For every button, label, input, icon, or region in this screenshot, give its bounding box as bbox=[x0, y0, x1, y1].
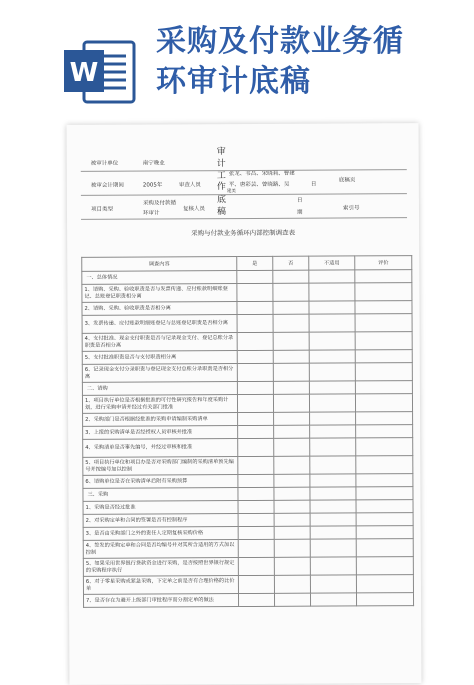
table-row bbox=[83, 557, 413, 577]
paper-char-2: 稿 bbox=[216, 207, 227, 218]
yes-cell bbox=[238, 526, 274, 539]
row-content-cell: 3、发票传递、应付账款明细账登记与总账登记职责是否相分离 bbox=[82, 315, 237, 334]
yes-cell bbox=[238, 474, 274, 487]
table-row bbox=[82, 394, 412, 414]
audit-char-1: 审 bbox=[216, 147, 226, 158]
evaluation-cell bbox=[356, 425, 413, 438]
row-content-cell: 3、上报的采购清单是否经授权人员审核并批准 bbox=[83, 426, 238, 440]
table-row bbox=[83, 593, 413, 608]
type-value-1: 采购及付款循 bbox=[142, 200, 176, 207]
table-row bbox=[83, 438, 413, 458]
document-info-block bbox=[67, 123, 420, 225]
no-cell bbox=[273, 270, 309, 283]
row-content-cell: 4、支付批准、现金支付职责是否与记录现金支付、登记总账分录职责是否相分离 bbox=[82, 333, 237, 352]
na-cell bbox=[310, 513, 356, 526]
evaluation-cell bbox=[355, 283, 412, 301]
no-cell bbox=[273, 301, 309, 314]
yes-cell bbox=[238, 438, 274, 456]
row-content-cell: 7、是否存在为避开上级部门审批程序而分割定单的做法 bbox=[83, 594, 238, 608]
type-value-2: 环审计 bbox=[142, 210, 160, 217]
evaluation-cell bbox=[355, 381, 412, 394]
yes-cell bbox=[238, 456, 274, 474]
evaluation-cell bbox=[356, 500, 413, 513]
evaluation-cell bbox=[355, 314, 412, 332]
na-cell bbox=[309, 283, 355, 301]
yes-cell bbox=[237, 381, 273, 394]
evaluation-cell bbox=[356, 456, 413, 474]
row-content-cell: 2、对采购定单和合同的签署是否有控制程序 bbox=[83, 514, 238, 528]
yes-cell bbox=[238, 425, 274, 438]
evaluation-cell bbox=[355, 350, 412, 363]
no-cell bbox=[274, 557, 310, 575]
header-yes: 是 bbox=[237, 256, 273, 270]
table-body bbox=[82, 270, 414, 608]
yes-cell bbox=[237, 270, 273, 283]
word-icon-letter: W bbox=[69, 58, 99, 88]
yes-cell bbox=[237, 301, 273, 314]
yes-cell bbox=[237, 394, 273, 412]
header-content: 调查内容 bbox=[82, 257, 237, 272]
control-survey-table bbox=[81, 255, 414, 608]
no-cell bbox=[274, 526, 310, 539]
yes-cell bbox=[237, 332, 273, 350]
na-cell bbox=[310, 575, 356, 593]
na-cell bbox=[310, 487, 356, 500]
table-row bbox=[83, 456, 413, 476]
no-cell bbox=[274, 425, 310, 438]
yes-cell bbox=[238, 513, 274, 526]
row-content-cell: 3、是否由采购部门之外的责任人定期复核采购价格 bbox=[83, 527, 238, 541]
table-row bbox=[83, 575, 413, 595]
na-cell bbox=[310, 500, 356, 513]
title-line-1: 采购及付款业务循 bbox=[156, 24, 404, 59]
no-cell bbox=[273, 381, 309, 394]
na-cell bbox=[309, 332, 355, 350]
date-label: 日 bbox=[310, 181, 317, 188]
document-page bbox=[67, 123, 422, 685]
date2-label-2: 期 bbox=[296, 209, 303, 216]
evaluation-cell bbox=[356, 557, 413, 575]
audit-char-3: 工 bbox=[216, 171, 226, 182]
yes-cell bbox=[237, 350, 273, 363]
na-cell bbox=[310, 593, 356, 606]
no-cell bbox=[273, 332, 309, 350]
evaluation-cell bbox=[355, 363, 412, 381]
yes-cell bbox=[238, 487, 274, 500]
table-row bbox=[83, 539, 413, 559]
no-cell bbox=[273, 394, 309, 412]
no-cell bbox=[274, 438, 310, 456]
evaluation-cell bbox=[355, 394, 412, 412]
header-no: 否 bbox=[273, 256, 309, 270]
table-row bbox=[82, 314, 412, 334]
type-label: 项目类型 bbox=[90, 206, 114, 213]
audited-unit-label: 被审计单位 bbox=[90, 160, 119, 167]
na-cell bbox=[310, 456, 356, 474]
no-cell bbox=[273, 350, 309, 363]
info-divider bbox=[81, 217, 407, 220]
page-title bbox=[156, 22, 456, 102]
row-content-cell: 5、项目执行单位和项目办是否对采购部门编制的采购清单预先编号并按编号加以控制 bbox=[83, 457, 238, 476]
index-label: 底稿页 bbox=[338, 177, 356, 184]
na-cell bbox=[309, 270, 355, 283]
na-cell bbox=[309, 350, 355, 363]
yes-cell bbox=[238, 412, 274, 425]
audit-char-2: 计 bbox=[216, 159, 226, 170]
row-content-cell: 二、请购 bbox=[82, 382, 237, 396]
na-cell bbox=[310, 438, 356, 456]
evaluation-cell bbox=[356, 438, 413, 456]
evaluation-cell bbox=[355, 270, 412, 283]
yes-cell bbox=[238, 593, 274, 606]
yes-cell bbox=[237, 314, 273, 332]
audit-char-4: 作 bbox=[216, 182, 226, 193]
period-value: 2005年 bbox=[142, 182, 163, 189]
header-banner bbox=[0, 0, 474, 120]
na-cell bbox=[310, 526, 356, 539]
no-cell bbox=[273, 283, 309, 301]
header-evaluation: 评价 bbox=[355, 256, 412, 270]
row-content-cell: 2、采购部门是否根据经批准的采购申请编制采购清单 bbox=[83, 413, 238, 427]
reviewer-label: 复核人员 bbox=[182, 206, 206, 213]
row-content-cell: 5、如果采用世界银行贷款资金进行采购，是否按照世界银行规定的采购程序执行 bbox=[83, 558, 238, 577]
sign-label: 建美 bbox=[226, 189, 236, 195]
yes-cell bbox=[237, 283, 273, 301]
period-label: 被审会计期间 bbox=[90, 182, 124, 189]
row-content-cell: 三、采购 bbox=[83, 488, 238, 502]
evaluation-cell bbox=[356, 539, 413, 557]
no-cell bbox=[273, 314, 309, 332]
na-cell bbox=[310, 425, 356, 438]
no-cell bbox=[274, 456, 310, 474]
table-title: 采购与付款业务循环内部控制调查表 bbox=[191, 228, 296, 238]
no-cell bbox=[273, 363, 309, 381]
auditors-line-1: 张龙、韦昌、宋晓莉、曹建 bbox=[228, 170, 295, 178]
no-cell bbox=[274, 487, 310, 500]
evaluation-cell bbox=[356, 575, 413, 593]
row-content-cell: 4、采购清单是否事先编号，并经过审核和批准 bbox=[83, 439, 238, 458]
row-content-cell: 1、采购是否经过批准 bbox=[83, 501, 238, 515]
header-na: 不适用 bbox=[309, 256, 355, 270]
title-line-2: 环审计底稿 bbox=[156, 64, 311, 99]
auditors-line-2: 平、唐彩芸、曾晓路、吴 bbox=[228, 181, 290, 189]
evaluation-cell bbox=[356, 487, 413, 500]
no-cell bbox=[274, 474, 310, 487]
row-content-cell: 2、请购、采购、验收职责是否相分离 bbox=[82, 302, 237, 316]
date2-label: 日 bbox=[296, 197, 303, 204]
audited-unit-value: 南宁晚业 bbox=[142, 160, 165, 167]
na-cell bbox=[310, 412, 356, 425]
info-divider bbox=[81, 193, 407, 196]
na-cell bbox=[310, 539, 356, 557]
row-content-cell: 一、总体情况 bbox=[82, 271, 237, 285]
evaluation-cell bbox=[355, 332, 412, 350]
no-cell bbox=[274, 593, 310, 606]
no-cell bbox=[274, 500, 310, 513]
evaluation-cell bbox=[356, 412, 413, 425]
yes-cell bbox=[238, 500, 274, 513]
na-cell bbox=[310, 474, 356, 487]
evaluation-cell bbox=[355, 301, 412, 314]
row-content-cell: 5、支付批准职责是否与支付职责相分离 bbox=[82, 351, 237, 365]
yes-cell bbox=[238, 557, 274, 575]
word-document-icon bbox=[64, 34, 138, 108]
row-content-cell: 4、签发的采购定单和合同是否均编号并对其所含适用的方式加以控制 bbox=[83, 540, 238, 559]
table-row bbox=[82, 332, 412, 352]
paper-char-1: 底 bbox=[216, 195, 226, 206]
row-content-cell: 6、请购单位是否在采购清单后附有采购预算 bbox=[83, 475, 238, 489]
row-content-cell: 6、记录现金支付分录职责与登记现金支付总账分录职责是否相分离 bbox=[82, 364, 237, 383]
na-cell bbox=[309, 314, 355, 332]
auditor-label: 审查人员 bbox=[178, 182, 201, 189]
yes-cell bbox=[238, 539, 274, 557]
evaluation-cell bbox=[356, 593, 413, 606]
table-row bbox=[82, 363, 412, 383]
table-row bbox=[82, 283, 412, 303]
na-cell bbox=[310, 557, 356, 575]
no-cell bbox=[274, 412, 310, 425]
no-cell bbox=[274, 539, 310, 557]
na-cell bbox=[309, 301, 355, 314]
evaluation-cell bbox=[356, 474, 413, 487]
yes-cell bbox=[237, 363, 273, 381]
yes-cell bbox=[238, 575, 274, 593]
no-cell bbox=[274, 575, 310, 593]
no-cell bbox=[274, 513, 310, 526]
evaluation-cell bbox=[356, 526, 413, 539]
evaluation-cell bbox=[356, 513, 413, 526]
na-cell bbox=[309, 394, 355, 412]
row-content-cell: 1、请购、采购、验收职责是否与发票传递、应付账款明细账登记、总账登记职责相分离 bbox=[82, 284, 237, 303]
index2-label: 索引号 bbox=[342, 205, 360, 212]
na-cell bbox=[309, 381, 355, 394]
na-cell bbox=[309, 363, 355, 381]
row-content-cell: 6、对于零星采购或紧急采购，下定单之前是否有合理价格的比价单 bbox=[83, 576, 238, 595]
row-content-cell: 1、项目执行单位是否根据批准的可行性研究报告和年度采购计划，进行采购申请并经过有关部门批准 bbox=[82, 395, 237, 414]
